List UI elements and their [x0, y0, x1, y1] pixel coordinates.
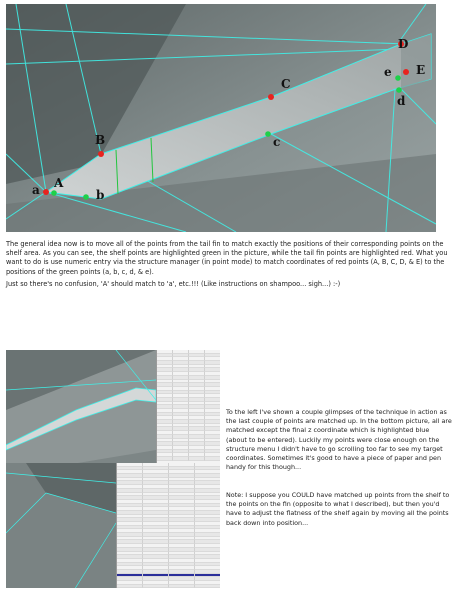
point-B-red [98, 151, 104, 157]
table-cell[interactable] [205, 457, 220, 461]
table-cell[interactable] [173, 457, 189, 461]
table-row[interactable] [117, 585, 220, 588]
table-cell[interactable] [169, 585, 195, 588]
table-row[interactable] [157, 457, 220, 461]
label-E: E [416, 63, 426, 77]
table-cell[interactable] [157, 457, 173, 461]
label-C: C [281, 77, 291, 91]
table-cell[interactable] [195, 585, 220, 588]
label-B: B [95, 133, 106, 147]
explanation-paragraph: The general idea now is to move all of the points from the tail fin to match exactly the positions of their corresponding points on the shelf area. As you can see, the shelf points are highlighted green in the picture, while the tail fin points are highlighted red. What you want to do is use numeric entry via the structure manager (in point mode) to match coordinates of red points (A, B, C, D, & E) to the positions of the green points (a, b, c, d, & e). [6, 240, 448, 276]
label-a: a [32, 183, 40, 197]
label-c: c [273, 135, 281, 149]
point-d-green [396, 87, 402, 93]
note-paragraph: Note: I suppose you COULD have matched up points from the shelf to the points on the fin (opposite to what I described), but then you'd have to adjust the flatness of the shelf again by moving all the points back down into position... [226, 491, 450, 527]
point-A-red [43, 189, 49, 195]
point-C-red [268, 94, 274, 100]
label-b: b [96, 188, 105, 202]
thumbnail-bottom [6, 463, 220, 588]
point-b-green [83, 194, 89, 200]
point-a-green [51, 190, 57, 196]
point-e-green [395, 75, 401, 81]
label-e: e [384, 65, 392, 79]
structure-table[interactable] [116, 463, 220, 588]
main-viewport-render [6, 4, 436, 232]
technique-description: To the left I've shown a couple glimpses of the technique in action as the last couple of points are matched up. In the bottom picture, all are matched except the final z coordinate which is highlighted blue (about to be entered). Luckily my points were close enough on the structure menu I didn't have to go scrolling too far to see my target coordinates. Sometimes it's good to have a piece of paper and pen handy for this though... [226, 408, 452, 472]
clarification-paragraph: Just so there's no confusion, 'A' should match to 'a', etc.!!! (Like instructions on shampoo... sigh...) :-) [6, 280, 341, 288]
label-A: A [54, 176, 64, 190]
point-E-red [403, 69, 409, 75]
structure-table[interactable] [156, 350, 220, 475]
label-D: D [398, 37, 409, 51]
point-c-green [265, 131, 271, 137]
table-cell[interactable] [143, 585, 169, 588]
table-cell[interactable] [189, 457, 205, 461]
thumbnail-top [6, 350, 220, 475]
table-cell[interactable] [117, 585, 143, 588]
label-d: d [397, 94, 406, 108]
